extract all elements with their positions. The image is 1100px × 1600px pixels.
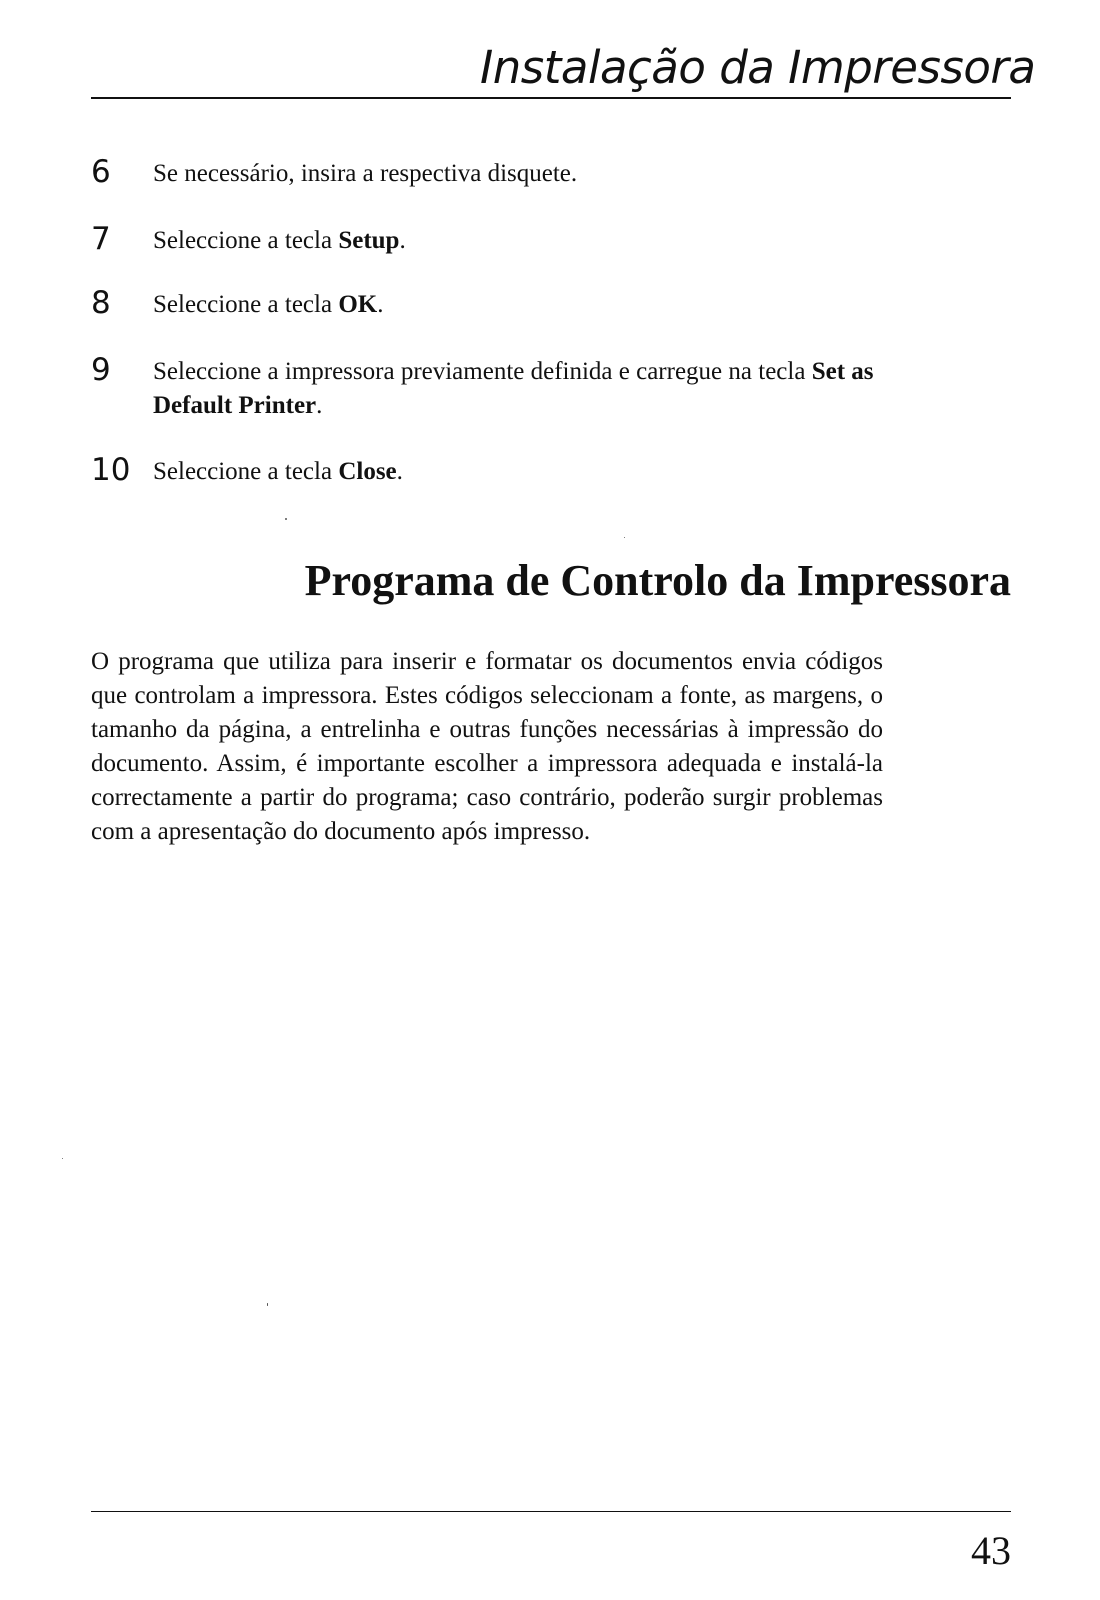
step-text [153,455,913,489]
page-number: 43 [971,1528,1011,1573]
step-text-part: Seleccione a tecla [153,227,339,254]
step-number: 9 [91,352,111,388]
step-text [153,224,913,258]
header-rule [91,97,1011,99]
step-text-part: Se necessário, insira a respectiva disquete. [153,160,578,187]
step-text [153,355,913,423]
step-bold-term: Set as Default Printer [153,358,874,419]
scan-speck [62,1158,63,1159]
scan-speck [285,518,287,520]
body-paragraph: O programa que utiliza para inserir e formatar os documentos envia códigos que controlam a impressora. Estes códigos seleccionam a fonte, as margens, o tamanho da página, a entrelinha e outras funções necessárias à impressão do documento. Assim, é importante escolher a impressora adequada e instalá-la correctamente a partir do programa; caso contrário, poderão surgir problemas com a apresentação do documento após impresso. [91,648,883,845]
step-text-end: . [316,392,323,419]
step-text-end: . [399,227,406,254]
step-text [153,157,913,191]
step-number: 7 [91,221,111,257]
step-number: 6 [91,154,111,190]
scan-speck [624,537,625,538]
running-header-title: Instalação da Impressora [480,41,1036,94]
step-text [153,288,913,322]
step-text-part: Seleccione a tecla [153,458,339,485]
step-bold-term: Close [338,458,397,485]
step-bold-term: Setup [338,227,400,254]
footer-rule [91,1511,1011,1512]
step-number: 10 [91,452,131,488]
step-number: 8 [91,285,111,321]
step-text-part: Seleccione a impressora previamente definida e carregue na tecla [153,358,812,385]
step-text-end: . [396,458,403,485]
step-text-end: . [377,291,384,318]
scan-speck [267,1303,268,1306]
step-text-part: Seleccione a tecla [153,291,339,318]
section-heading: Programa de Controlo da Impressora [304,556,1011,605]
step-bold-term: OK [338,291,378,318]
